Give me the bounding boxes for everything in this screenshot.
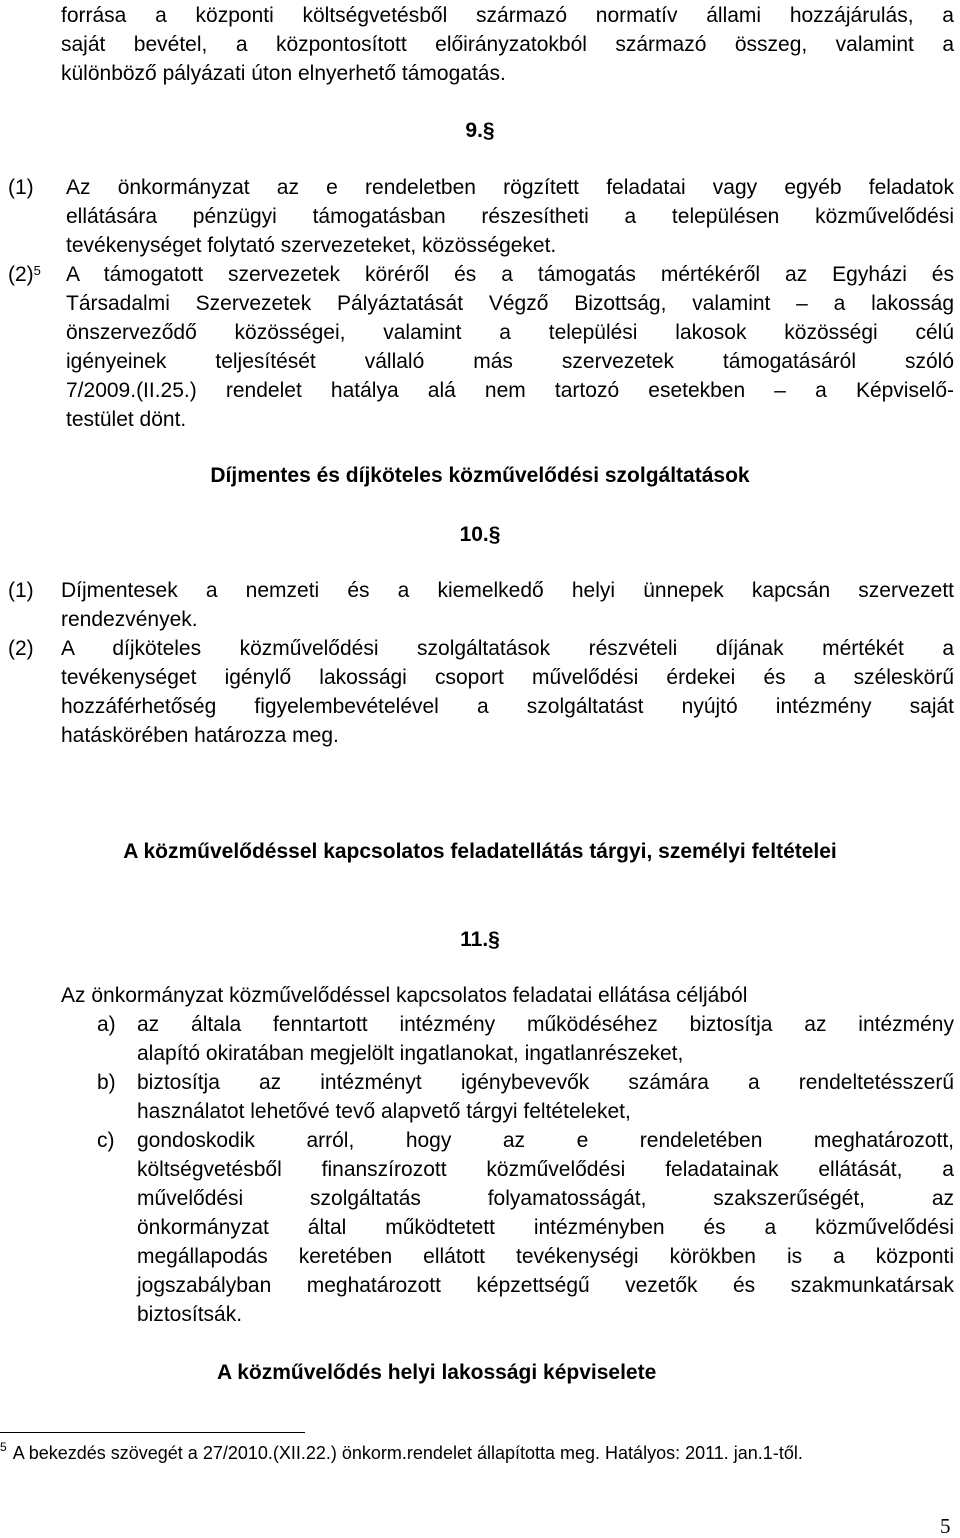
section-title: Díjmentes és díjköteles közművelődési szolgáltatások bbox=[210, 464, 750, 487]
paragraph-line: hozzáférhetőség figyelembevételével a szolgáltatást nyújtó intézmény saját bbox=[61, 695, 954, 718]
paragraph-number: (2) bbox=[8, 637, 34, 660]
list-item-line: biztosítsák. bbox=[137, 1303, 243, 1326]
list-item-letter: c) bbox=[97, 1129, 115, 1152]
paragraph-line: 7/2009.(II.25.) rendelet hatálya alá nem tartozó esetekben – a Képviselő- bbox=[66, 379, 954, 402]
section-10-heading: 10.§ bbox=[459, 523, 501, 546]
list-item-line: használatot lehetővé tevő alapvető tárgyi feltételeket, bbox=[137, 1100, 631, 1123]
paragraph-number: (1) bbox=[8, 176, 34, 199]
paragraph-line: Az önkormányzat az e rendeletben rögzített feladatai vagy egyéb feladatok bbox=[66, 176, 954, 199]
footnote bbox=[0, 1442, 803, 1464]
paragraph-line: rendezvények. bbox=[61, 608, 198, 631]
paragraph-line: testület dönt. bbox=[66, 408, 187, 431]
list-item-line: művelődési szolgáltatás folyamatosságát, szakszerűségét, az bbox=[137, 1187, 954, 1210]
paragraph-line: A díjköteles közművelődési szolgáltatások részvételi díjának mértékét a bbox=[61, 637, 954, 660]
section-title: A közművelődéssel kapcsolatos feladatellátás tárgyi, személyi feltételei bbox=[123, 840, 837, 863]
list-item-line: alapító okiratában megjelölt ingatlanokat, ingatlanrészeket, bbox=[137, 1042, 684, 1065]
list-item-line: biztosítja az intézményt igénybevevők számára a rendeltetésszerű bbox=[137, 1071, 954, 1094]
intro-line: különböző pályázati úton elnyerhető támogatás. bbox=[61, 62, 506, 85]
footnote-marker: 5 bbox=[0, 1440, 7, 1454]
section-9-heading: 9.§ bbox=[465, 119, 495, 142]
paragraph-line: hatáskörében határozza meg. bbox=[61, 724, 339, 747]
paragraph-number: $(2)^5$ bbox=[8, 263, 41, 286]
paragraph-line: Az önkormányzat közművelődéssel kapcsolatos feladatai ellátása céljából bbox=[61, 984, 748, 1007]
list-item-letter: b) bbox=[97, 1071, 116, 1094]
paragraph-line: tevékenységet folytató szervezeteket, közösségeket. bbox=[66, 234, 557, 257]
footnote-divider bbox=[0, 1432, 305, 1433]
paragraph-line: Társadalmi Szervezetek Pályáztatását Végző Bizottság, valamint – a lakosság bbox=[66, 292, 954, 315]
paragraph-line: igényeinek teljesítését vállaló más szervezetek támogatásáról szóló bbox=[66, 350, 954, 373]
paragraph-number: (1) bbox=[8, 579, 34, 602]
list-item-letter: a) bbox=[97, 1013, 116, 1036]
intro-line: saját bevétel, a központosított előirányzatokból származó összeg, valamint a bbox=[61, 33, 954, 56]
list-item-line: az általa fenntartott intézmény működéséhez biztosítja az intézmény bbox=[137, 1013, 954, 1036]
footnote-ref[interactable]: 5 bbox=[33, 263, 41, 278]
intro-line: forrása a központi költségvetésből származó normatív állami hozzájárulás, a bbox=[61, 4, 954, 27]
paragraph-line: A támogatott szervezetek köréről és a támogatás mértékéről az Egyházi és bbox=[66, 263, 954, 286]
paragraph-line: önszerveződő közösségei, valamint a települési lakosok közösségi célú bbox=[66, 321, 954, 344]
list-item-line: jogszabályban meghatározott képzettségű vezetők és szakmunkatársak bbox=[137, 1274, 954, 1297]
page-number: 5 bbox=[940, 1514, 951, 1538]
paragraph-line: Díjmentesek a nemzeti és a kiemelkedő helyi ünnepek kapcsán szervezett bbox=[61, 579, 954, 602]
paragraph-line: tevékenységet igénylő lakossági csoport művelődési érdekei és a széleskörű bbox=[61, 666, 954, 689]
paragraph-line: ellátására pénzügyi támogatásban részesítheti a településen közművelődési bbox=[66, 205, 954, 228]
list-item-line: költségvetésből finanszírozott közművelődési feladatainak ellátását, a bbox=[137, 1158, 954, 1181]
list-item-line: gondoskodik arról, hogy az e rendeletében meghatározott, bbox=[137, 1129, 954, 1152]
list-item-line: önkormányzat által működtetett intézményben és a közművelődési bbox=[137, 1216, 954, 1239]
list-item-line: megállapodás keretében ellátott tevékenységi körökben is a központi bbox=[137, 1245, 954, 1268]
footnote-text: A bekezdés szövegét a 27/2010.(XII.22.) önkorm.rendelet állapította meg. Hatályos: 2011. jan.1-től. bbox=[12, 1443, 803, 1463]
section-title: A közművelődés helyi lakossági képviselete bbox=[217, 1361, 657, 1384]
section-11-heading: 11.§ bbox=[460, 928, 500, 951]
